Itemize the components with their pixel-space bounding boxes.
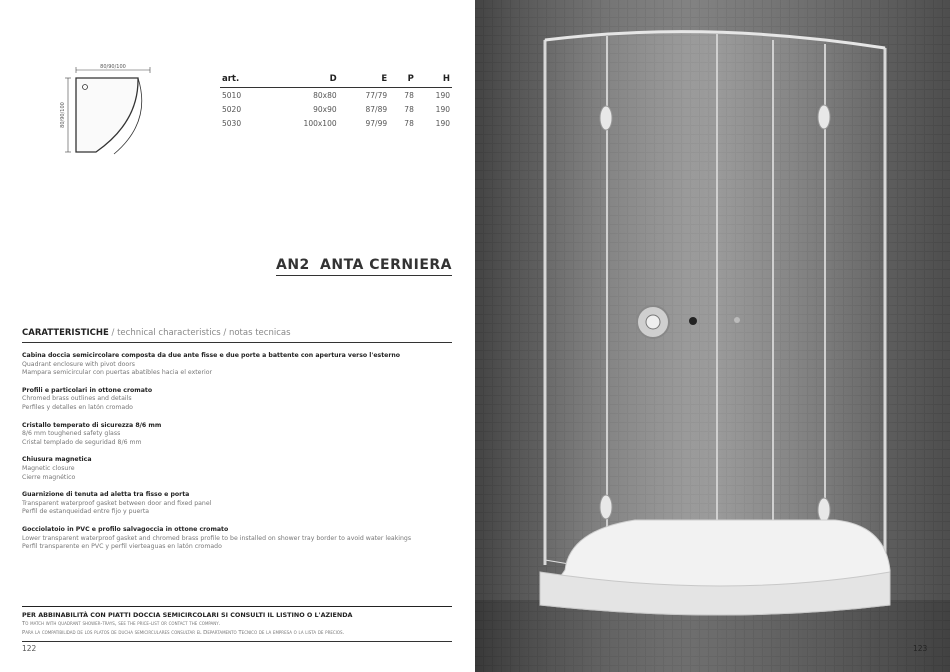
note-es: Para la compatibilidad de los platos de ducha semicirculares consultar el Departamento Tecnico de la empresa o la lista de precios. — [22, 630, 345, 636]
cell-art: 5020 — [222, 105, 242, 114]
cell-art: 5010 — [222, 91, 242, 100]
feature-es: Cristal templado de seguridad 8/6 mm — [22, 438, 142, 446]
table-header-row — [220, 74, 452, 88]
list-item — [22, 526, 452, 552]
feature-en: Lower transparent waterproof gasket and chromed brass profile to be installed on shower tray border to avoid water leakings — [22, 534, 412, 542]
page-number-right: 123 — [913, 644, 928, 653]
dimension-label-side: 80/90/100 — [60, 102, 66, 128]
glass-enclosure — [545, 32, 885, 575]
feature-it: Guarnizione di tenuta ad aletta tra fisso e porta — [22, 491, 190, 499]
list-item — [22, 456, 452, 482]
shower-illustration — [475, 0, 950, 672]
feature-es: Perfil transparente en PVC y perfil vierteaguas en latón cromado — [22, 543, 222, 551]
cell-art: 5030 — [222, 119, 242, 128]
feature-es: Perfil de estanqueidad entre fijo y puerta — [22, 508, 150, 516]
hinge-icon — [818, 498, 830, 522]
spec-table — [220, 74, 452, 130]
cell-d: 80x80 — [313, 91, 337, 100]
cell-d: 90x90 — [313, 105, 337, 114]
page-number-left: 122 — [22, 644, 37, 653]
dimension-label-top: 80/90/100 — [100, 64, 126, 70]
feature-list — [22, 352, 452, 561]
cell-p: 78 — [404, 105, 414, 114]
list-item — [22, 422, 452, 448]
model-code: AN2 — [276, 257, 310, 273]
col-e: E — [339, 74, 390, 88]
model-heading — [276, 257, 452, 276]
note-it: PER ABBINABILITÀ CON PIATTI DOCCIA SEMICIRCOLARI SI CONSULTI IL LISTINO O L'AZIENDA — [22, 611, 353, 619]
feature-es: Mampara semicircular con puertas abatibles hacia el exterior — [22, 369, 213, 377]
door-knob-icon — [734, 317, 740, 323]
table-row — [220, 116, 452, 130]
characteristics-title: CARATTERISTICHE — [22, 328, 109, 338]
model-name: ANTA CERNIERA — [320, 257, 452, 273]
feature-en: Quadrant enclosure with pivot doors — [22, 360, 135, 368]
compatibility-note — [22, 606, 452, 642]
cell-e: 97/99 — [365, 119, 388, 128]
feature-it: Profili e particolari in ottone cromato — [22, 386, 153, 394]
col-h: H — [416, 74, 452, 88]
note-en: To match with quadrant shower-trays, see the price-list or contact the company. — [22, 621, 221, 627]
product-photo — [475, 0, 950, 672]
hinge-icon — [600, 495, 612, 519]
list-item — [22, 491, 452, 517]
cell-p: 78 — [404, 91, 414, 100]
table-row — [220, 88, 452, 103]
col-p: P — [389, 74, 416, 88]
feature-it: Gocciolatoio in PVC e profilo salvagoccia in ottone cromato — [22, 525, 229, 533]
feature-en: Magnetic closure — [22, 464, 75, 472]
feature-es: Cierre magnético — [22, 473, 76, 481]
feature-en: Chromed brass outlines and details — [22, 395, 132, 403]
hinge-icon — [818, 105, 830, 129]
hinge-icon — [600, 106, 612, 130]
feature-es: Perfiles y detalles en latón cromado — [22, 403, 133, 411]
characteristics-subtitle: / technical characteristics / notas tecnicas — [108, 328, 291, 338]
door-knob-icon — [689, 317, 697, 325]
feature-it: Cristallo temperato di sicurezza 8/6 mm — [22, 421, 162, 429]
cell-e: 87/89 — [365, 105, 388, 114]
feature-it: Cabina doccia semicircolare composta da due ante fisse e due porte a battente con apertura verso l'esterno — [22, 352, 401, 359]
cell-p: 78 — [404, 119, 414, 128]
col-d: D — [266, 74, 339, 88]
cell-d: 100x100 — [303, 119, 337, 128]
characteristics-heading — [22, 328, 452, 343]
col-art: art. — [220, 74, 266, 88]
cell-h: 190 — [435, 119, 450, 128]
cell-h: 190 — [435, 105, 450, 114]
list-item — [22, 387, 452, 413]
list-item — [22, 352, 452, 378]
feature-en: Transparent waterproof gasket between door and fixed panel — [22, 499, 212, 507]
feature-en: 8/6 mm toughened safety glass — [22, 430, 121, 438]
cell-h: 190 — [435, 91, 450, 100]
table-row — [220, 102, 452, 116]
feature-it: Chiusura magnetica — [22, 456, 92, 464]
cell-e: 77/79 — [365, 91, 388, 100]
plan-diagram — [56, 62, 160, 158]
